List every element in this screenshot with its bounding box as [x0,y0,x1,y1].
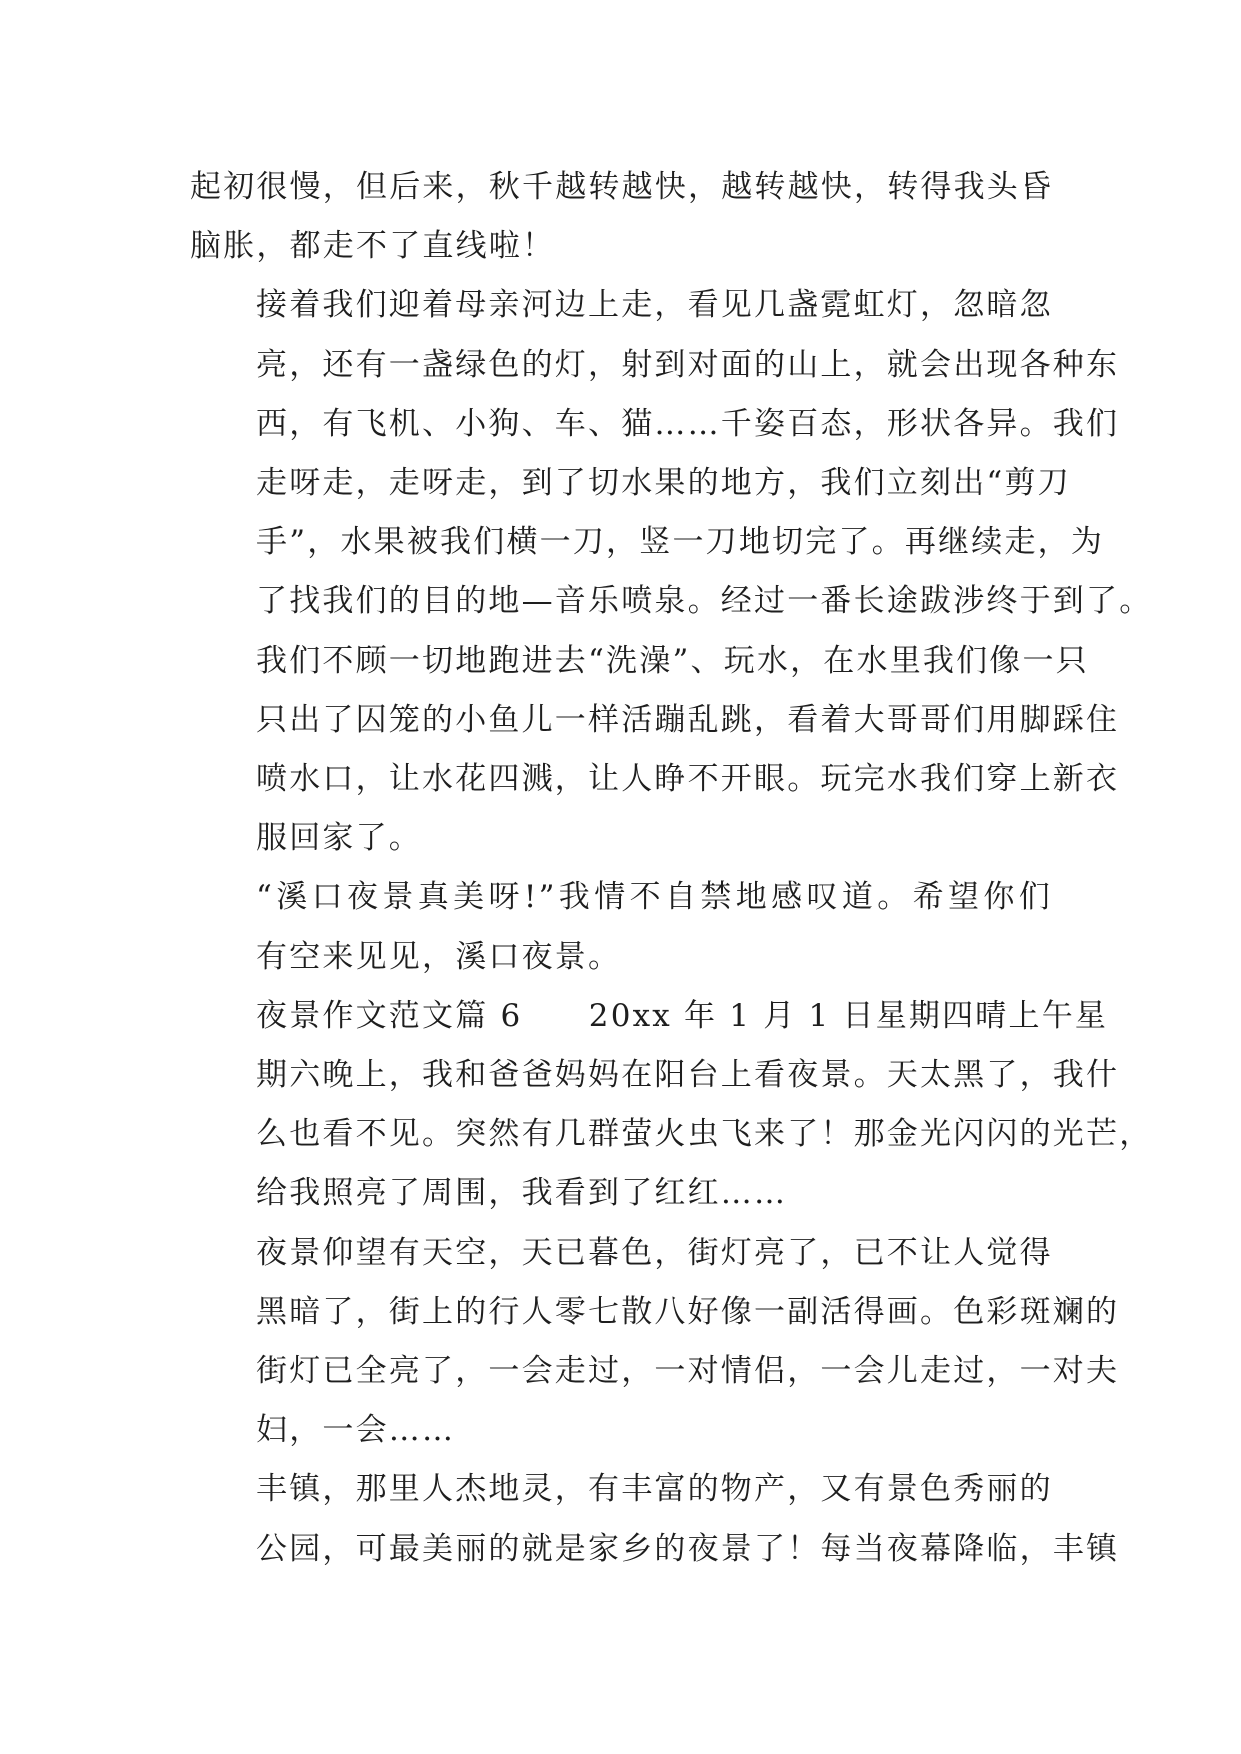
paragraph [190,276,1153,868]
text-line: 只出了囚笼的小鱼儿一样活蹦乱跳，看着大哥哥们用脚踩住 [256,701,1120,738]
paragraph [190,868,1052,986]
text-line: 街灯已全亮了，一会走过，一对情侣，一会儿走过，一对夫 [256,1353,1120,1390]
paragraph [190,158,1052,276]
text-line: 走呀走，走呀走，到了切水果的地方，我们立刻出“剪刀 [256,465,1071,502]
text-line: 期六晚上，我和爸爸妈妈在阳台上看夜景。天太黑了，我什 [256,1057,1120,1094]
text-line: 脑胀，都走不了直线啦！ [190,228,556,265]
document-body [190,158,1153,1579]
text-line: 起初很慢，但后来，秋千越转越快，越转越快，转得我头昏 [190,169,1054,205]
text-line: 黑暗了，街上的行人零七散八好像一副活得画。色彩斑斓的 [256,1293,1120,1330]
text-line: 服回家了。 [256,820,422,857]
text-line: 夜景仰望有天空，天已暮色，街灯亮了，已不让人觉得 [256,1234,1053,1271]
text-line: 妇，一会…… [256,1412,456,1449]
text-line: 给我照亮了周围，我看到了红红…… [256,1175,788,1212]
text-line: 有空来见见，溪口夜景。 [256,938,622,975]
text-line: 公园，可最美丽的就是家乡的夜景了！每当夜幕降临，丰镇 [256,1530,1120,1567]
paragraph [190,1224,1120,1461]
text-line: 接着我们迎着母亲河边上走，看见几盏霓虹灯，忽暗忽 [256,287,1053,324]
text-line: 西，有飞机、小狗、车、猫……千姿百态，形状各异。我们 [256,405,1120,442]
text-line: 亮，还有一盏绿色的灯，射到对面的山上，就会出现各种东 [256,346,1120,383]
text-line: 喷水口，让水花四溅，让人睁不开眼。玩完水我们穿上新衣 [256,761,1120,798]
text-line: 丰镇，那里人杰地灵，有丰富的物产，又有景色秀丽的 [256,1471,1053,1508]
text-line: 手”，水果被我们横一刀，竖一刀地切完了。再继续走，为 [256,524,1105,561]
text-line: “溪口夜景真美呀!”我情不自禁地感叹道。希望你们 [256,879,1052,916]
text-line: 夜景作文范文篇 6 20xx 年 1 月 1 日星期四晴上午星 [256,997,1109,1034]
text-line: 了找我们的目的地—音乐喷泉。经过一番长途跋涉终于到了。 [256,583,1153,620]
paragraph [190,987,1153,1224]
text-line: 我们不顾一切地跑进去“洗澡”、玩水，在水里我们像一只 [256,642,1089,679]
paragraph [190,1460,1120,1578]
text-line: 么也看不见。突然有几群萤火虫飞来了！那金光闪闪的光芒， [256,1116,1153,1153]
